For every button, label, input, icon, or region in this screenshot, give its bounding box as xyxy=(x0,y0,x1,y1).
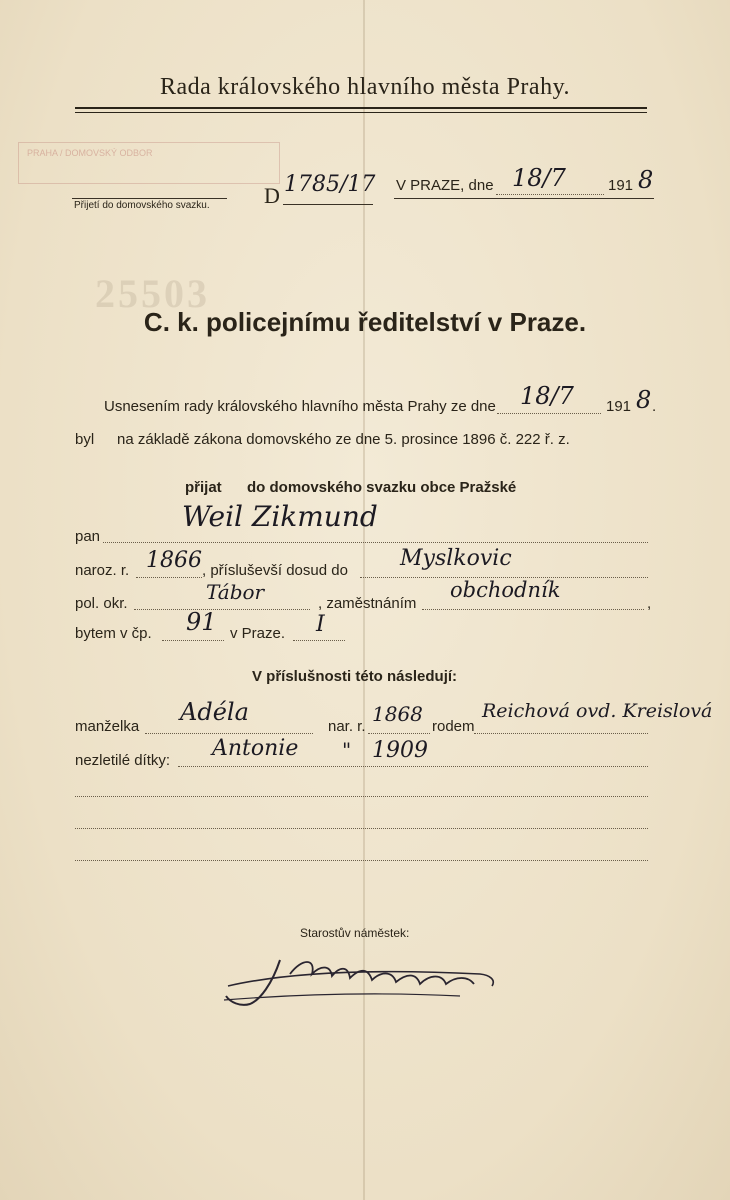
house-number: 91 xyxy=(186,608,217,636)
child-year: 1909 xyxy=(372,738,428,763)
district-line xyxy=(134,609,310,610)
wife-born-line xyxy=(368,733,430,734)
resolution-end: . xyxy=(652,398,657,415)
date-dotted-line xyxy=(496,194,604,195)
district-label: pol. okr. xyxy=(75,595,128,612)
maiden-name: Reichová ovd. Kreislová xyxy=(482,700,713,722)
year-prefix: 191 xyxy=(608,177,634,194)
blank-line-1 xyxy=(75,796,648,797)
wife-name: Adéla xyxy=(180,698,249,726)
header-rule-thin xyxy=(75,112,647,113)
resolution-text: Usnesením rady královského hlavního města Prahy ze dne xyxy=(104,398,496,415)
name-line xyxy=(103,542,648,543)
child-name: Antonie xyxy=(212,736,299,761)
children-label: nezletilé dítky: xyxy=(75,752,171,769)
faint-registry-number: 25503 xyxy=(95,271,210,316)
recipient-heading: C. k. policejnímu ředitelství v Praze. xyxy=(143,307,587,337)
reference-rule xyxy=(394,198,654,199)
accepted-municipality: do domovského svazku obce Pražské xyxy=(247,479,517,496)
blank-line-2 xyxy=(75,828,648,829)
accepted-word: přijat xyxy=(185,479,222,496)
resolution-year-suffix: 8 xyxy=(636,386,652,414)
residence-label: bytem v čp. xyxy=(75,625,152,642)
faded-stamp: PRAHA / DOMOVSKÝ ODBOR xyxy=(18,142,280,184)
signature-stroke-underline xyxy=(224,994,460,1000)
occupation-label: , zaměstnáním xyxy=(318,595,417,612)
belonging-place: Myslkovic xyxy=(400,546,512,571)
maiden-label: rodem xyxy=(432,718,475,735)
header-rule-thick xyxy=(75,107,647,109)
council-title: Rada královského hlavního města Prahy. xyxy=(159,74,571,100)
d-prefix: D xyxy=(264,183,280,208)
wife-name-line xyxy=(145,733,313,734)
signature-svg xyxy=(220,944,510,1024)
occupation-comma: , xyxy=(647,595,652,612)
signature-label: Starostův náměstek: xyxy=(300,926,410,940)
maiden-line xyxy=(474,733,648,734)
occupation: obchodník xyxy=(450,578,561,602)
child-ditto: " xyxy=(342,738,352,762)
wife-born-year: 1868 xyxy=(372,702,423,726)
belonging-label: , přísluševší dosud do xyxy=(202,562,348,579)
born-year: 1866 xyxy=(146,548,202,573)
d-number: 1785/17 xyxy=(284,172,376,197)
resolution-date-line xyxy=(497,413,601,414)
byl-word: byl xyxy=(75,431,95,448)
wife-born-label: nar. r. xyxy=(328,718,366,735)
year-suffix: 8 xyxy=(638,166,654,194)
born-line xyxy=(136,577,202,578)
district: Tábor xyxy=(206,580,265,604)
resolution-date: 18/7 xyxy=(520,382,574,410)
prague-district-line xyxy=(293,640,345,641)
resolution-year-prefix: 191 xyxy=(606,398,632,415)
law-text: na základě zákona domovského ze dne 5. prosince 1896 č. 222 ř. z. xyxy=(117,431,570,448)
side-label-rule xyxy=(72,198,227,199)
occupation-line xyxy=(422,609,644,610)
side-label: Přijetí do domovského svazku. xyxy=(74,200,210,211)
pan-label: pan xyxy=(75,528,101,545)
blank-line-3 xyxy=(75,860,648,861)
d-number-rule xyxy=(283,204,373,205)
place-date-label: V PRAZE, dne xyxy=(396,177,494,194)
wife-label: manželka xyxy=(75,718,140,735)
prague-district: I xyxy=(316,612,325,637)
children-line xyxy=(178,766,648,767)
house-number-line xyxy=(162,640,224,641)
born-label: naroz. r. xyxy=(75,562,130,579)
prague-label: v Praze. xyxy=(230,625,286,642)
date-handwritten: 18/7 xyxy=(512,164,566,192)
person-name: Weil Zikmund xyxy=(182,500,378,533)
followers-heading: V příslušnosti této následují: xyxy=(252,668,458,685)
